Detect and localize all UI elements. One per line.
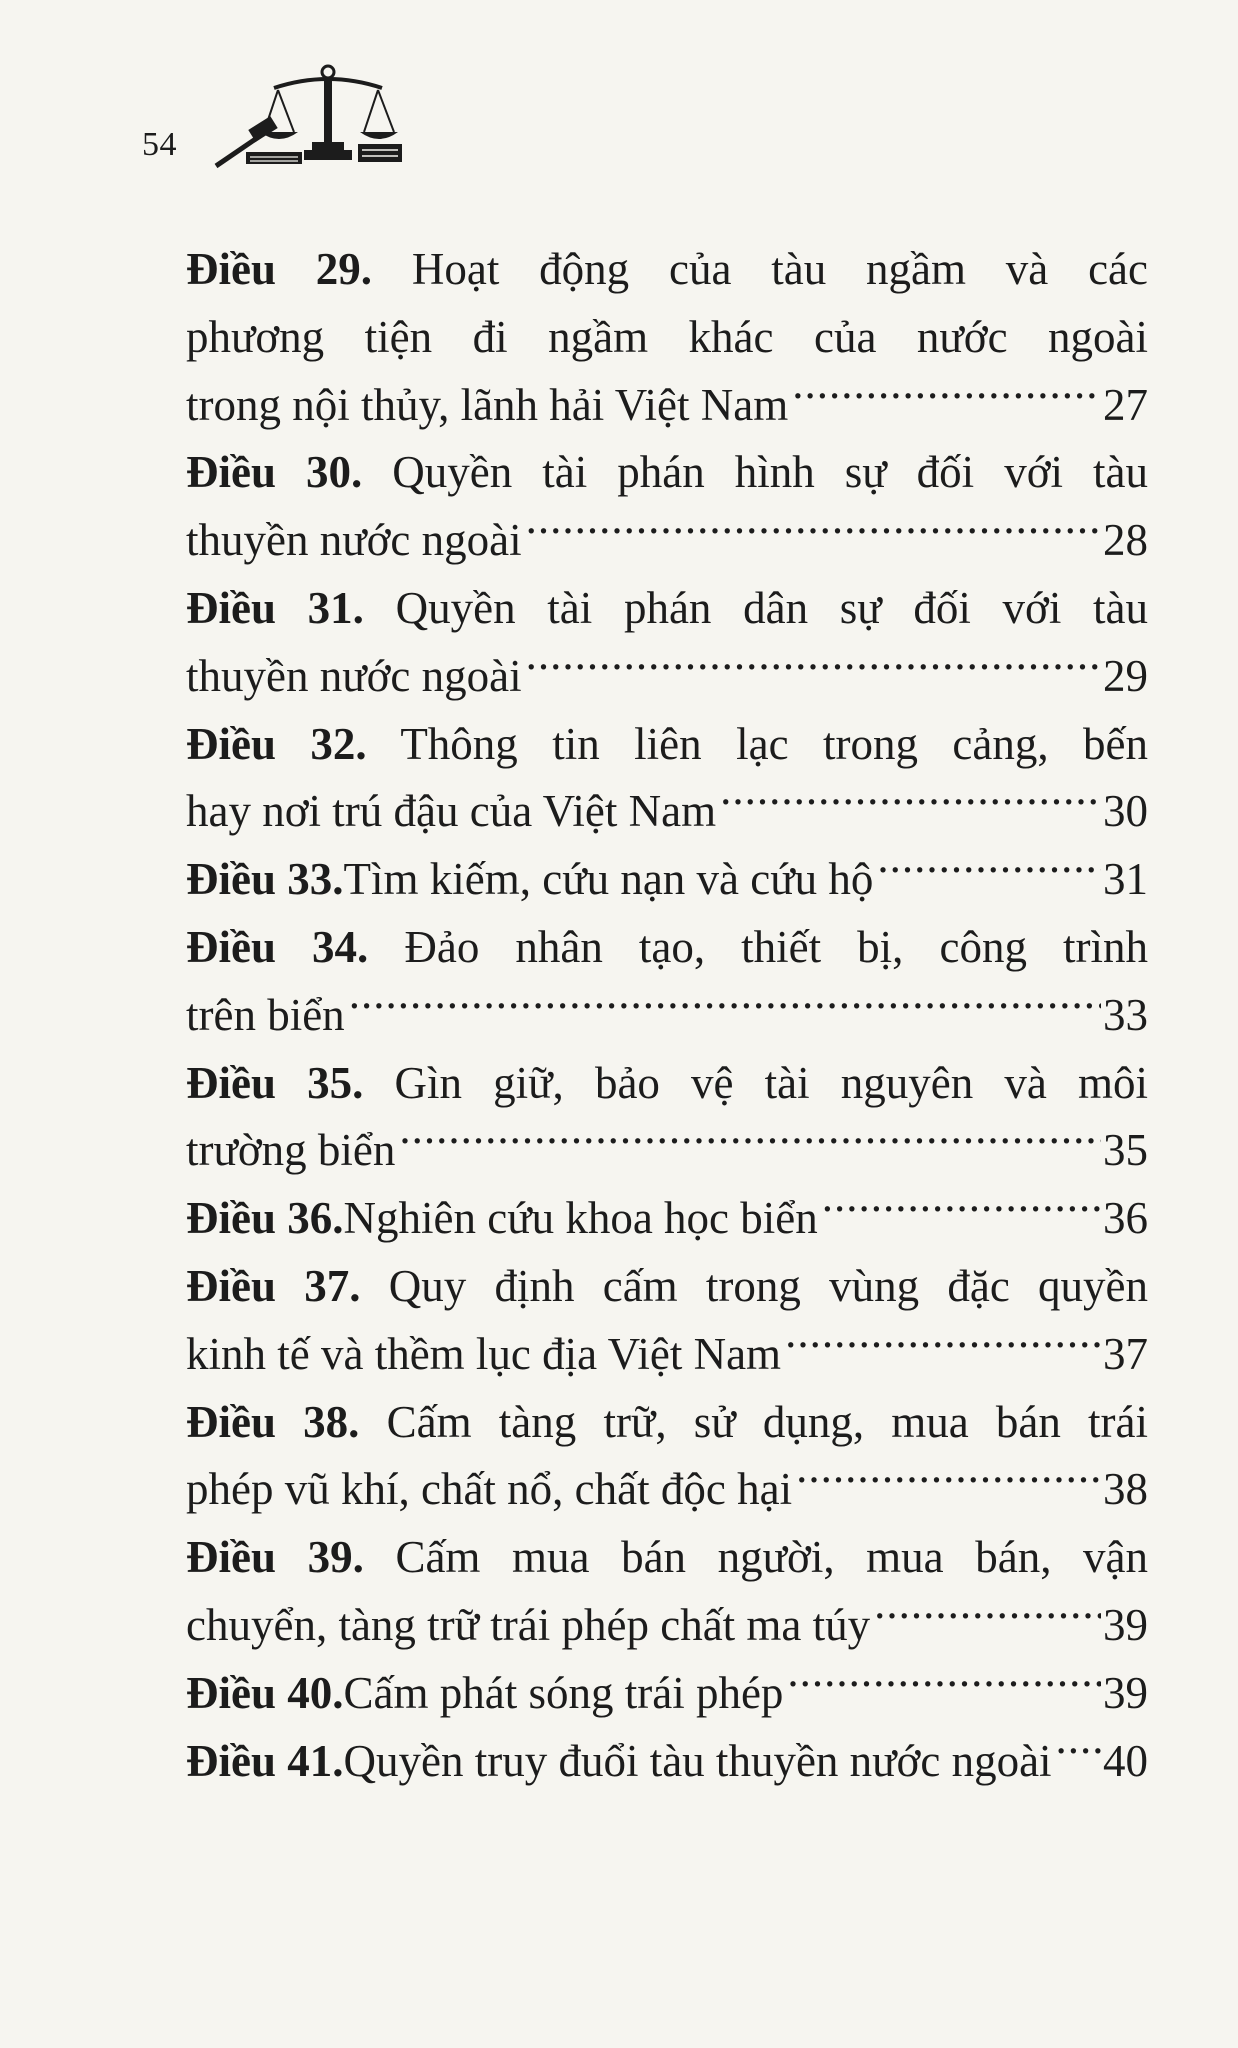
dot-leader (792, 375, 1101, 420)
toc-entry-line (186, 236, 1148, 304)
toc-entry-last-line (186, 1592, 1148, 1660)
dot-leader (796, 1459, 1101, 1504)
article-title-text: Nghiên cứu khoa học biển (343, 1193, 818, 1244)
dot-leader (399, 1120, 1101, 1165)
toc-entry-last-line (186, 1660, 1148, 1728)
toc-entry-line (186, 1253, 1148, 1321)
toc-page-number: 38 (1103, 1464, 1148, 1515)
article-title-text: Quyền tài phán dân sự đối với tàu (395, 582, 1148, 633)
toc-entry-last-line (186, 1728, 1148, 1796)
article-title-text: Cấm phát sóng trái phép (343, 1667, 784, 1718)
page-number: 54 (142, 126, 177, 163)
dot-leader (1056, 1731, 1101, 1776)
toc-entry-line (186, 304, 1148, 372)
article-title-text: phép vũ khí, chất nổ, chất độc hại (186, 1464, 793, 1515)
toc-entry (186, 846, 1148, 914)
dot-leader (349, 985, 1101, 1030)
toc-entry-last-line (186, 372, 1148, 440)
article-label: Điều 40. (186, 1667, 344, 1718)
toc-page-number: 35 (1103, 1125, 1148, 1176)
toc-entry-last-line (186, 643, 1148, 711)
toc-entry-line (186, 711, 1148, 779)
toc-page-number: 39 (1103, 1667, 1148, 1718)
toc-page-number: 30 (1103, 786, 1148, 837)
article-title-text: Hoạt động của tàu ngầm và các (411, 244, 1149, 294)
toc-page-number: 31 (1103, 854, 1148, 905)
article-title-text: hay nơi trú đậu của Việt Nam (186, 786, 717, 837)
toc-entry (186, 1660, 1148, 1728)
article-title-text: kinh tế và thềm lục địa Việt Nam (186, 1328, 782, 1379)
article-title-text: trong nội thủy, lãnh hải Việt Nam (186, 379, 789, 430)
dot-leader (822, 1188, 1101, 1233)
toc-entry-line (186, 914, 1148, 982)
article-title-text: thuyền nước ngoài (186, 515, 522, 566)
toc-entry (186, 1185, 1148, 1253)
article-title-text: trường biển (186, 1125, 396, 1176)
toc-entry-last-line (186, 1117, 1148, 1185)
toc-page-number: 28 (1103, 515, 1148, 566)
toc-entry-line (186, 1389, 1148, 1457)
article-title-text: Thông tin liên lạc trong cảng, bến (400, 718, 1149, 769)
dot-leader (874, 1595, 1101, 1640)
article-label: Điều 41. (186, 1735, 344, 1786)
toc-entry (186, 711, 1148, 847)
article-label: Điều 35. (186, 1057, 364, 1108)
toc-entry-line (186, 575, 1148, 643)
article-label: Điều 34. (186, 921, 369, 972)
toc-page-number: 39 (1103, 1599, 1148, 1650)
dot-leader (526, 510, 1101, 555)
article-title-text: Gìn giữ, bảo vệ tài nguyên và môi (394, 1057, 1148, 1108)
toc-entry-last-line (186, 982, 1148, 1050)
toc-entry (186, 236, 1148, 439)
toc-page-number: 40 (1103, 1735, 1148, 1786)
article-title-text: phương tiện đi ngầm khác của nước ngoài (186, 311, 1148, 362)
article-title-text: Cấm tàng trữ, sử dụng, mua bán trái (386, 1396, 1149, 1447)
toc-entry (186, 1728, 1148, 1796)
dot-leader (785, 1324, 1101, 1369)
toc-entry-last-line (186, 1321, 1148, 1389)
dot-leader (787, 1663, 1101, 1708)
article-label: Điều 29. (186, 244, 373, 294)
article-title-text: chuyển, tàng trữ trái phép chất ma túy (186, 1599, 871, 1650)
toc-entry (186, 1253, 1148, 1389)
article-title-text: Đảo nhân tạo, thiết bị, công trình (404, 921, 1148, 972)
toc-entry (186, 439, 1148, 575)
dot-leader (877, 849, 1101, 894)
article-label: Điều 36. (186, 1193, 344, 1244)
toc-entry-line (186, 439, 1148, 507)
dot-leader (526, 646, 1101, 691)
article-title-text: thuyền nước ngoài (186, 650, 522, 701)
article-title-text: Quy định cấm trong vùng đặc quyền (388, 1260, 1149, 1311)
toc-entry-last-line (186, 1185, 1148, 1253)
article-title-text: trên biển (186, 989, 345, 1040)
table-of-contents (186, 236, 1148, 1795)
toc-entry (186, 1050, 1148, 1186)
article-title-text: Quyền truy đuổi tàu thuyền nước ngoài (343, 1735, 1052, 1786)
toc-entry (186, 914, 1148, 1050)
scales-of-justice-gavel-icon (208, 60, 408, 170)
toc-page-number: 36 (1103, 1193, 1148, 1244)
article-label: Điều 33. (186, 854, 344, 905)
toc-entry-line (186, 1050, 1148, 1118)
toc-entry-last-line (186, 846, 1148, 914)
article-title-text: Quyền tài phán hình sự đối với tàu (392, 447, 1148, 498)
toc-page-number: 33 (1103, 989, 1148, 1040)
article-label: Điều 37. (186, 1260, 361, 1311)
article-title-text: Cấm mua bán người, mua bán, vận (395, 1532, 1149, 1583)
dot-leader (720, 781, 1101, 826)
toc-entry (186, 1524, 1148, 1660)
toc-entry-last-line (186, 1456, 1148, 1524)
toc-entry-last-line (186, 507, 1148, 575)
article-label: Điều 30. (186, 447, 363, 498)
toc-entry-last-line (186, 778, 1148, 846)
toc-entry-line (186, 1524, 1148, 1592)
toc-entry (186, 575, 1148, 711)
article-label: Điều 38. (186, 1396, 360, 1447)
article-label: Điều 32. (186, 718, 367, 769)
article-title-text: Tìm kiếm, cứu nạn và cứu hộ (343, 854, 874, 905)
toc-page-number: 27 (1103, 379, 1148, 430)
article-label: Điều 39. (186, 1532, 364, 1583)
toc-entry (186, 1389, 1148, 1525)
toc-page-number: 37 (1103, 1328, 1148, 1379)
toc-page-number: 29 (1103, 650, 1148, 701)
article-label: Điều 31. (186, 582, 364, 633)
